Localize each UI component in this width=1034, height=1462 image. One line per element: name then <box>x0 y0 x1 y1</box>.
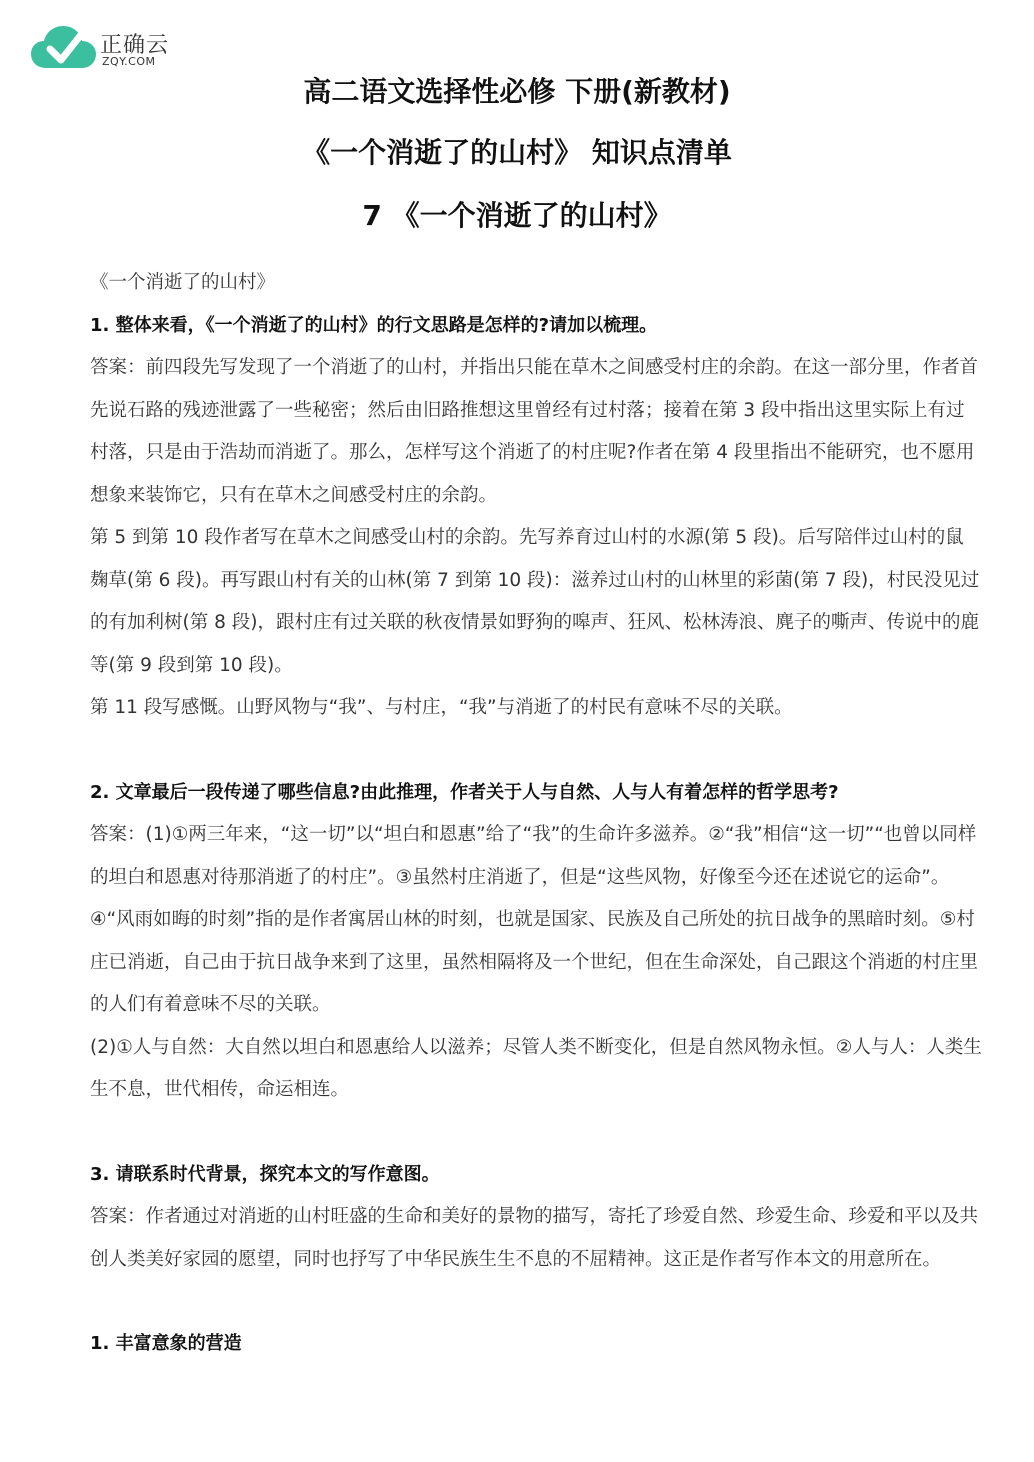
document-header <box>0 70 1034 232</box>
document-body <box>90 262 982 1366</box>
question-3: 3. 请联系时代背景，探究本文的写作意图。 <box>90 1163 440 1185</box>
answer-2-paragraph-2: (2)①人与自然：大自然以坦白和恩惠给人以滋养；尽管人类不断变化，但是自然风物永恒。②人与人：人类生生不息，世代相传，命运相连。 <box>90 1036 982 1100</box>
question-1: 1. 整体来看，《一个消逝了的山村》的行文思路是怎样的?请加以梳理。 <box>90 314 658 336</box>
brand-logo <box>30 22 180 74</box>
document-title: 高二语文选择性必修 下册(新教材) <box>303 75 731 108</box>
document-subtitle: 《一个消逝了的山村》 知识点清单 <box>302 136 732 169</box>
cloud-check-icon <box>30 22 98 74</box>
answer-1-paragraph-3: 第 11 段写感慨。山野风物与“我”、与村庄，“我”与消逝了的村民有意味不尽的关联。 <box>90 697 793 718</box>
question-2: 2. 文章最后一段传递了哪些信息?由此推理，作者关于人与自然、人与人有着怎样的哲学思考? <box>90 781 839 803</box>
answer-1-paragraph-2: 第 5 到第 10 段作者写在草木之间感受山村的余韵。先写养育过山村的水源(第 5 段)。后写陪伴过山村的鼠麹草(第 6 段)。再写跟山村有关的山林(第 7 到第 10 段)：滋养过山村的山林里的彩菌(第 7 段)，村民没见过的有加利树(第 8 段)，跟村庄有过关联的秋夜情景如野狗的嗥声、狂风、松林涛浪、麂子的嘶声、传说中的鹿等(第 9 段到第 10 段)。 <box>90 527 980 676</box>
section-heading-1: 1. 丰富意象的营造 <box>90 1333 242 1354</box>
spacer <box>90 1281 982 1323</box>
lesson-title: 7 《一个消逝了的山村》 <box>362 199 672 232</box>
lesson-subheading: 《一个消逝了的山村》 <box>90 272 276 293</box>
answer-1-paragraph-1: 答案：前四段先写发现了一个消逝了的山村，并指出只能在草木之间感受村庄的余韵。在这一部分里，作者首先说石路的残迹泄露了一些秘密；然后由旧路推想这里曾经有过村落；接着在第 3 段中指出这里实际上有过村落，只是由于浩劫而消逝了。那么，怎样写这个消逝了的村庄呢?作者在第 4 段里指出不能研究，也不愿用想象来装饰它，只有在草木之间感受村庄的余韵。 <box>90 357 979 506</box>
spacer <box>90 730 982 772</box>
answer-2-paragraph-1: 答案：(1)①两三年来，“这一切”以“坦白和恩惠”给了“我”的生命许多滋养。②“我”相信“这一切”“也曾以同样的坦白和恩惠对待那消逝了的村庄”。③虽然村庄消逝了，但是“这些风物，好像至今还在述说它的运命”。④“风雨如晦的时刻”指的是作者寓居山林的时刻，也就是国家、民族及自己所处的抗日战争的黑暗时刻。⑤村庄已消逝，自己由于抗日战争来到了这里，虽然相隔将及一个世纪，但在生命深处，自己跟这个消逝的村庄里的人们有着意味不尽的关联。 <box>90 824 979 1015</box>
brand-domain: ZQY.COM <box>102 55 156 68</box>
spacer <box>90 1112 982 1154</box>
brand-name: 正确云 <box>100 33 170 58</box>
answer-3-paragraph-1: 答案：作者通过对消逝的山村旺盛的生命和美好的景物的描写，寄托了珍爱自然、珍爱生命、珍爱和平以及共创人类美好家园的愿望，同时也抒写了中华民族生生不息的不屈精神。这正是作者写作本文的用意所在。 <box>90 1206 979 1270</box>
